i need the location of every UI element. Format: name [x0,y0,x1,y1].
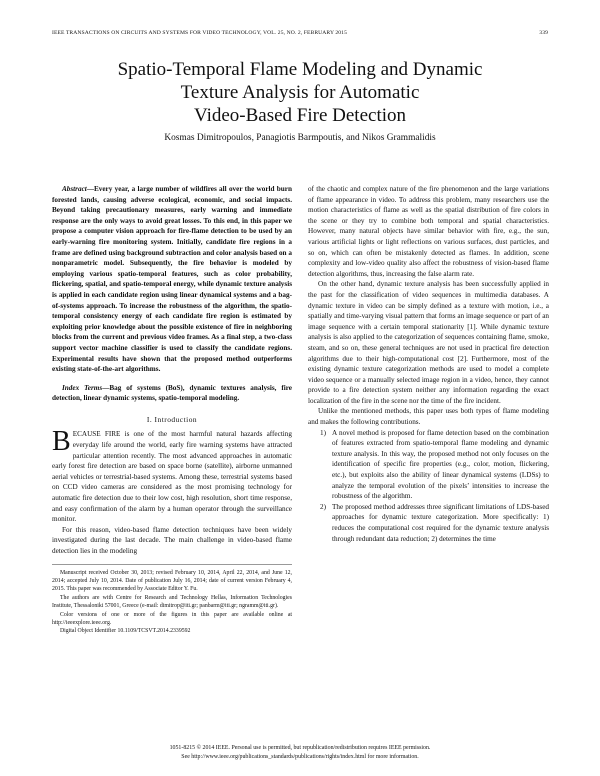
left-column [52,184,292,636]
title-line-2: Texture Analysis for Automatic [180,82,420,103]
intro-paragraph-1 [52,426,292,524]
paper-title [40,58,560,127]
contributions-list [308,428,549,545]
intro-paragraph-1-text: ECAUSE FIRE is one of the most harmful natural hazards affecting everyday life around the world, early fire warning systems have attracted particular attention recently. The most advanced approaches in automatic early forest fire detection are based on space borne (satellite), airborne unmanned aerial vehicles or terrestrial-based systems. Among these, terrestrial systems based on CCD video cameras are considered as the most promising technology for automatic fire detection due to their low cost, high resolution, short time response, and easy confirmation of the alarm by a human operator through the surveillance monitor. [52,430,292,524]
footnote-affiliation: The authors are with Centre for Research and Technology Hellas, Information Technologies Institute, Thessaloniki 57001, Greece (e-mail: dimitrop@iti.gr; panbarm@iti.gr; ngramm@iti.gr). [52,594,292,610]
list-item [308,502,549,544]
right-column [308,184,549,544]
right-paragraph-2: On the other hand, dynamic texture analysis has been successfully applied in the past for the classification of video sequences in multimedia databases. A dynamic texture in video can be simply defined as a texture with motion, i.e., a spatially and time-varying visual pattern that forms an image sequence or part of an image sequence with a certain temporal stationarity [1]. While dynamic texture analysis is also applied to the categorization of sequences containing flame, smoke, steam, and so on, these general techniques are not used in practical fire detection algorithms due to their high-computational cost [2]. Furthermore, most of the existing dynamic texture categorization methods are used to model a complete video sequence or a manually selected image region in a video, hence, they cannot provide to a fire detection system neither any information regarding the exact localization of the fire in the scene nor the time of the fire incident. [308,280,549,405]
footnote-doi: Digital Object Identifier 10.1109/TCSVT.2014.2339592 [60,628,191,635]
index-terms-label: Index Terms [62,383,103,392]
list-item [308,428,549,502]
author-list: Kosmas Dimitropoulos, Panagiotis Barmpoutis, and Nikos Grammalidis [164,133,436,143]
abstract [52,184,292,375]
index-terms [52,383,292,404]
copyright-line-1: 1051-8215 © 2014 IEEE. Personal use is permitted, but republication/redistribution requires IEEE permission. [169,745,431,751]
list-item-text: The proposed method addresses three significant limitations of LDS-based approaches for dynamic texture categorization. More specifically: 1) reduces the computational cost required for the dynamic texture analysis through redundant data reduction; 2) determines the time [332,502,549,543]
footnotes [52,564,292,636]
footnote-manuscript: Manuscript received October 30, 2013; revised February 10, 2014, April 22, 2014, and June 12, 2014; accepted July 10, 2014. Date of publication July 16, 2014; date of current version February 4, 2015. This paper was recommended by Associate Editor Y. Fu. [52,569,292,593]
footnote-color: Color versions of one or more of the figures in this paper are available online at http://ieeexplore.ieee.org. [52,611,292,627]
right-paragraph-3: Unlike the mentioned methods, this paper uses both types of flame modeling and makes the following contributions. [308,407,549,427]
list-item-number: 2) [320,502,326,511]
abstract-label: Abstract [62,185,87,193]
list-item-number: 1) [320,428,326,437]
page-number: 339 [539,30,548,36]
title-line-1: Spatio-Temporal Flame Modeling and Dynamic [117,59,483,80]
section-heading-introduction: I. Introduction [146,414,198,424]
copyright-notice [40,744,560,762]
copyright-line-2: See http://www.ieee.org/publications_standards/publications/rights/index.html for more information. [181,754,419,760]
list-item-text: A novel method is proposed for flame detection based on the combination of features extracted from spatio-temporal flame modeling and dynamic texture analysis. In this way, the proposed method not only focuses on the identification of specific fire properties (e.g., color, motion, flickering, etc.), but exploits also the ability of linear dynamical systems (LDSs) to analyze the temporal evolution of the pixels’ intensities to increase the robustness of the algorithm. [332,428,549,501]
journal-name: IEEE TRANSACTIONS ON CIRCUITS AND SYSTEMS FOR VIDEO TECHNOLOGY, VOL. 25, NO. 2, FEBRUARY 2015 [52,30,347,36]
abstract-text: —Every year, a large number of wildfires all over the world burn forested lands, causing adverse ecological, economic, and social impacts. Beyond taking precautionary measures, early warning and immediate response are the only ways to avoid great losses. To this end, in this paper we propose a computer vision approach for fire-flame detection to be used by an early-warning fire monitoring system. Initially, candidate fire regions in a frame are defined using background subtraction and color analysis based on a nonparametric model. Subsequently, the fire behavior is modeled by employing various spatio-temporal features, such as color probability, flickering, spatial, and spatio-temporal energy, while dynamic texture analysis is applied in each candidate region using linear dynamical systems and a bag-of-systems approach. To increase the robustness of the algorithm, the spatio-temporal consistency energy of each candidate fire region is estimated by exploiting prior knowledge about the possible existence of fire in neighboring blocks from the current and previous video frames. As a final step, a two-class support vector machine classifier is used to classify the candidate regions. Experimental results have shown that the proposed method outperforms existing state-of-the-art algorithms. [52,185,292,374]
right-paragraph-1: of the chaotic and complex nature of the fire phenomenon and the large variations of flame appearance in video. To address this problem, many researchers use the motion characteristics of flame as well as the spatial distribution of fire colors in the scene or they try to combine both temporal and spatial characteristics. However, many natural objects have similar behavior with fire, e.g., the sun, various artificial lights or light reflections on various surfaces, dust particles, and so on, which can often be mistakenly detected as flames. In addition, scene complexity and low-video quality also affect the robustness of vision-based flame detection algorithms, thus, increasing the false alarm rate. [308,185,549,278]
index-terms-text: —Bag of systems (BoS), dynamic textures analysis, fire detection, linear dynamic systems, spatio-temporal modeling. [52,383,292,403]
running-header [52,30,548,36]
intro-paragraph-2: For this reason, video-based flame detection techniques have been widely investigated during the last decade. The main challenge in video-based flame detection lies in the modeling [52,525,292,555]
title-line-3: Video-Based Fire Detection [193,105,406,126]
drop-cap: B [52,426,71,458]
